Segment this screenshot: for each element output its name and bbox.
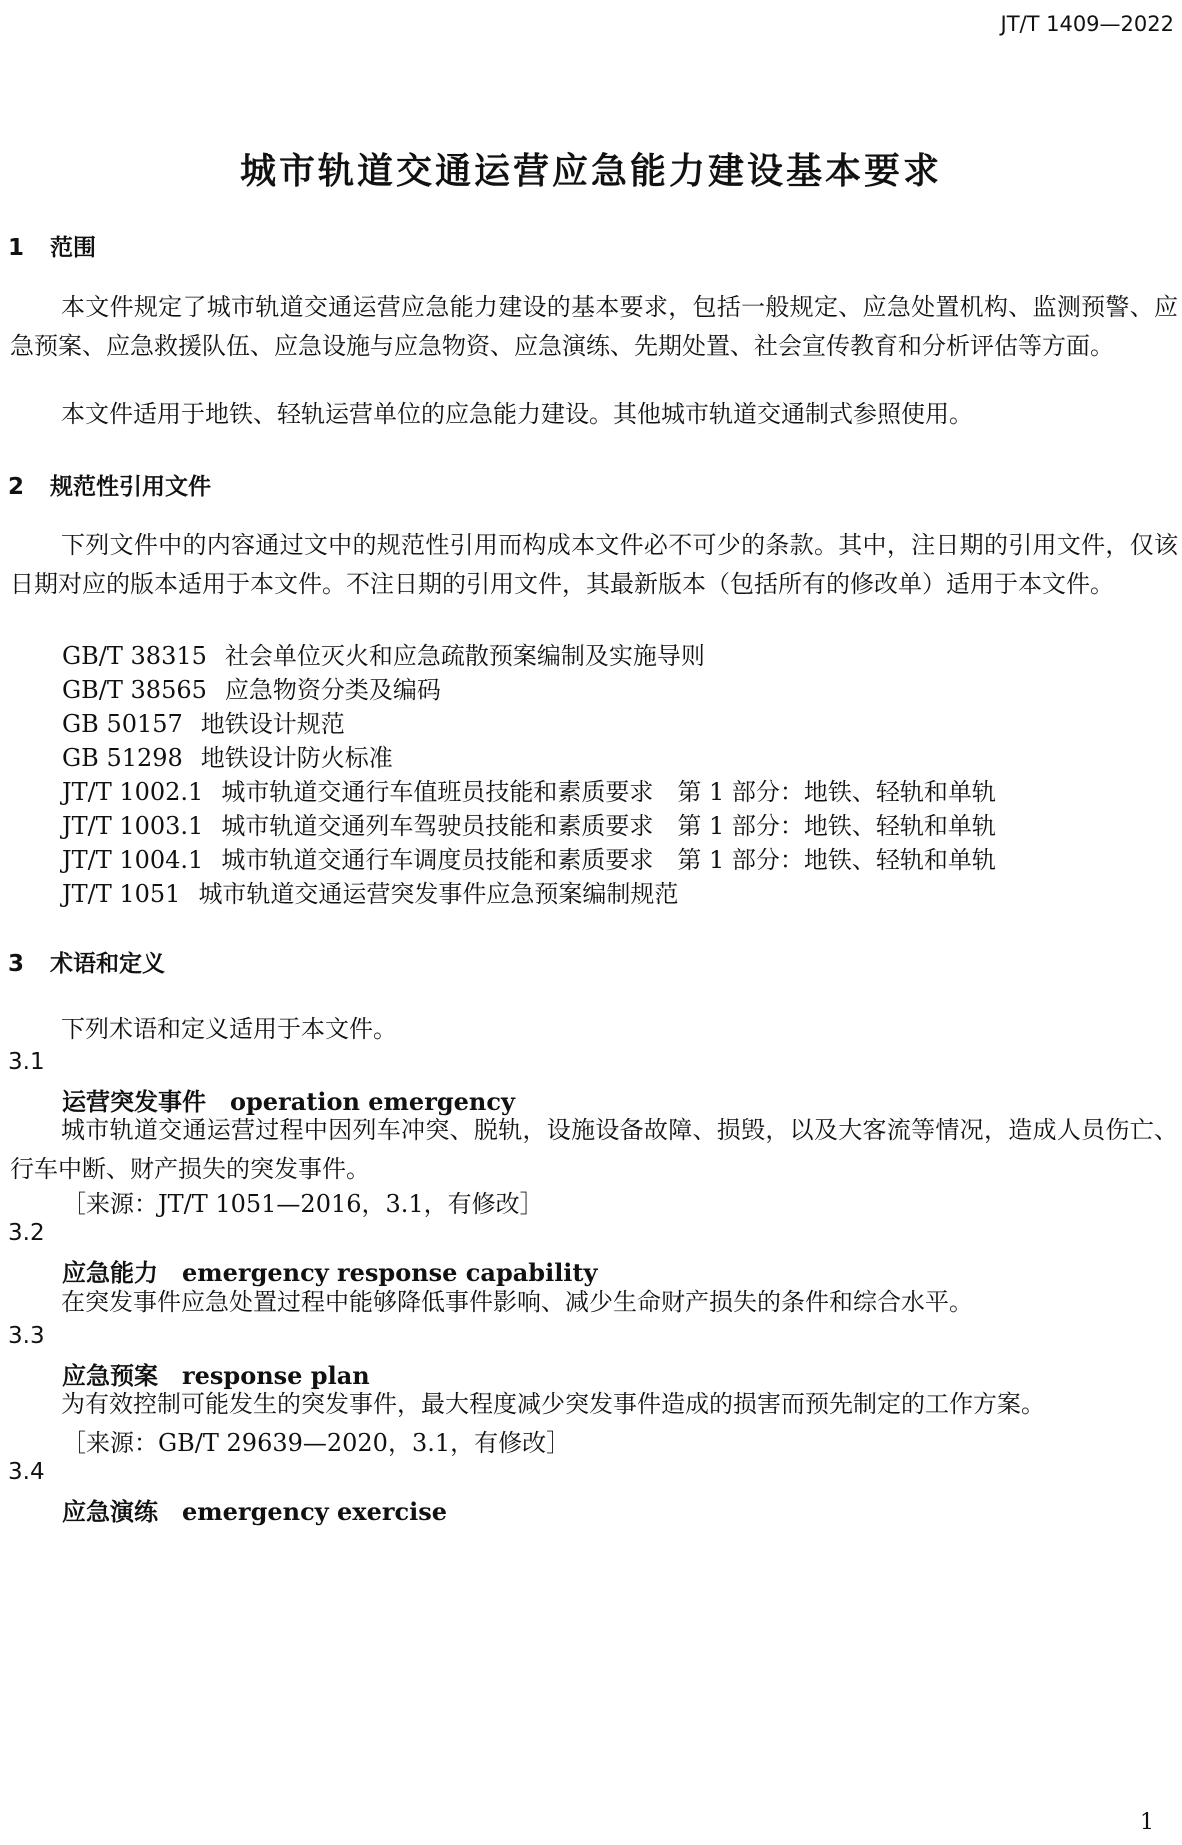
scope-applicability-paragraph: 本文件适用于地铁、轻轨运营单位的应急能力建设。其他城市轨道交通制式参照使用。 <box>61 400 973 428</box>
term-chinese: 应急能力 <box>62 1259 158 1287</box>
reference-item <box>62 806 996 841</box>
section-title: 范围 <box>50 235 96 261</box>
reference-code: GB 51298 <box>62 744 183 772</box>
reference-item <box>62 704 345 739</box>
reference-item <box>62 874 678 909</box>
terms-intro-paragraph: 下列术语和定义适用于本文件。 <box>61 1015 397 1043</box>
section-title: 规范性引用文件 <box>50 474 211 500</box>
term-chinese: 应急演练 <box>62 1498 158 1526</box>
reference-title: 地铁设计防火标准 <box>200 744 393 772</box>
section-number: 2 <box>8 474 25 500</box>
reference-title: 城市轨道交通列车驾驶员技能和素质要求 第 1 部分：地铁、轻轨和单轨 <box>221 812 996 840</box>
section-number: 3 <box>8 951 25 977</box>
term-chinese: 运营突发事件 <box>62 1088 206 1116</box>
section-number: 1 <box>8 235 25 261</box>
reference-code: GB/T 38565 <box>62 676 207 704</box>
reference-item <box>62 772 996 807</box>
document-title: 城市轨道交通运营应急能力建设基本要求 <box>239 151 942 192</box>
term-number: 3.4 <box>8 1459 45 1485</box>
term-number: 3.1 <box>8 1049 45 1075</box>
reference-code: JT/T 1002.1 <box>62 778 204 806</box>
term-number: 3.2 <box>8 1220 45 1246</box>
reference-item <box>62 670 441 705</box>
term-english: operation emergency <box>230 1087 515 1116</box>
term-title <box>62 1492 447 1527</box>
reference-title: 城市轨道交通运营突发事件应急预案编制规范 <box>198 880 679 908</box>
reference-code: GB/T 38315 <box>62 642 207 670</box>
reference-title: 应急物资分类及编码 <box>224 676 441 704</box>
reference-title: 城市轨道交通行车调度员技能和素质要求 第 1 部分：地铁、轻轨和单轨 <box>221 846 996 874</box>
section-3-heading <box>8 945 165 978</box>
term-english: response plan <box>182 1361 370 1390</box>
section-title: 术语和定义 <box>50 951 165 977</box>
term-definition: 为有效控制可能发生的突发事件，最大程度减少突发事件造成的损害而预先制定的工作方案。 <box>61 1390 1045 1418</box>
term-source: ［来源：GB/T 29639—2020，3.1，有修改］ <box>62 1429 571 1457</box>
term-english: emergency response capability <box>182 1258 598 1287</box>
reference-code: JT/T 1051 <box>62 880 181 908</box>
references-intro-paragraph: 下列文件中的内容通过文中的规范性引用而构成本文件必不可少的条款。其中，注日期的引用文件，仅该日期对应的版本适用于本文件。不注日期的引用文件，其最新版本（包括所有的修改单）适用于本文件。 <box>10 531 1178 598</box>
term-definition: 在突发事件应急处置过程中能够降低事件影响、减少生命财产损失的条件和综合水平。 <box>61 1288 973 1316</box>
reference-code: GB 50157 <box>62 710 183 738</box>
reference-item <box>62 738 393 773</box>
term-definition: 城市轨道交通运营过程中因列车冲突、脱轨，设施设备故障、损毁，以及大客流等情况，造成人员伤亡、行车中断、财产损失的突发事件。 <box>10 1116 1178 1183</box>
section-2-heading <box>8 468 211 501</box>
term-source: ［来源：JT/T 1051—2016，3.1，有修改］ <box>62 1190 544 1218</box>
reference-title: 城市轨道交通行车值班员技能和素质要求 第 1 部分：地铁、轻轨和单轨 <box>221 778 996 806</box>
section-1-heading <box>8 229 96 262</box>
scope-paragraph: 本文件规定了城市轨道交通运营应急能力建设的基本要求，包括一般规定、应急处置机构、监测预警、应急预案、应急救援队伍、应急设施与应急物资、应急演练、先期处置、社会宣传教育和分析评估等方面。 <box>10 293 1178 360</box>
term-english: emergency exercise <box>182 1497 447 1526</box>
term-number: 3.3 <box>8 1323 45 1349</box>
reference-item <box>62 840 996 875</box>
reference-code: JT/T 1003.1 <box>62 812 204 840</box>
reference-title: 社会单位灭火和应急疏散预案编制及实施导则 <box>224 642 705 670</box>
reference-item <box>62 636 705 671</box>
term-chinese: 应急预案 <box>62 1362 158 1390</box>
standard-number: JT/T 1409—2022 <box>1000 12 1174 36</box>
reference-title: 地铁设计规范 <box>200 710 345 738</box>
page-number: 1 <box>1140 1810 1154 1835</box>
reference-code: JT/T 1004.1 <box>62 846 204 874</box>
